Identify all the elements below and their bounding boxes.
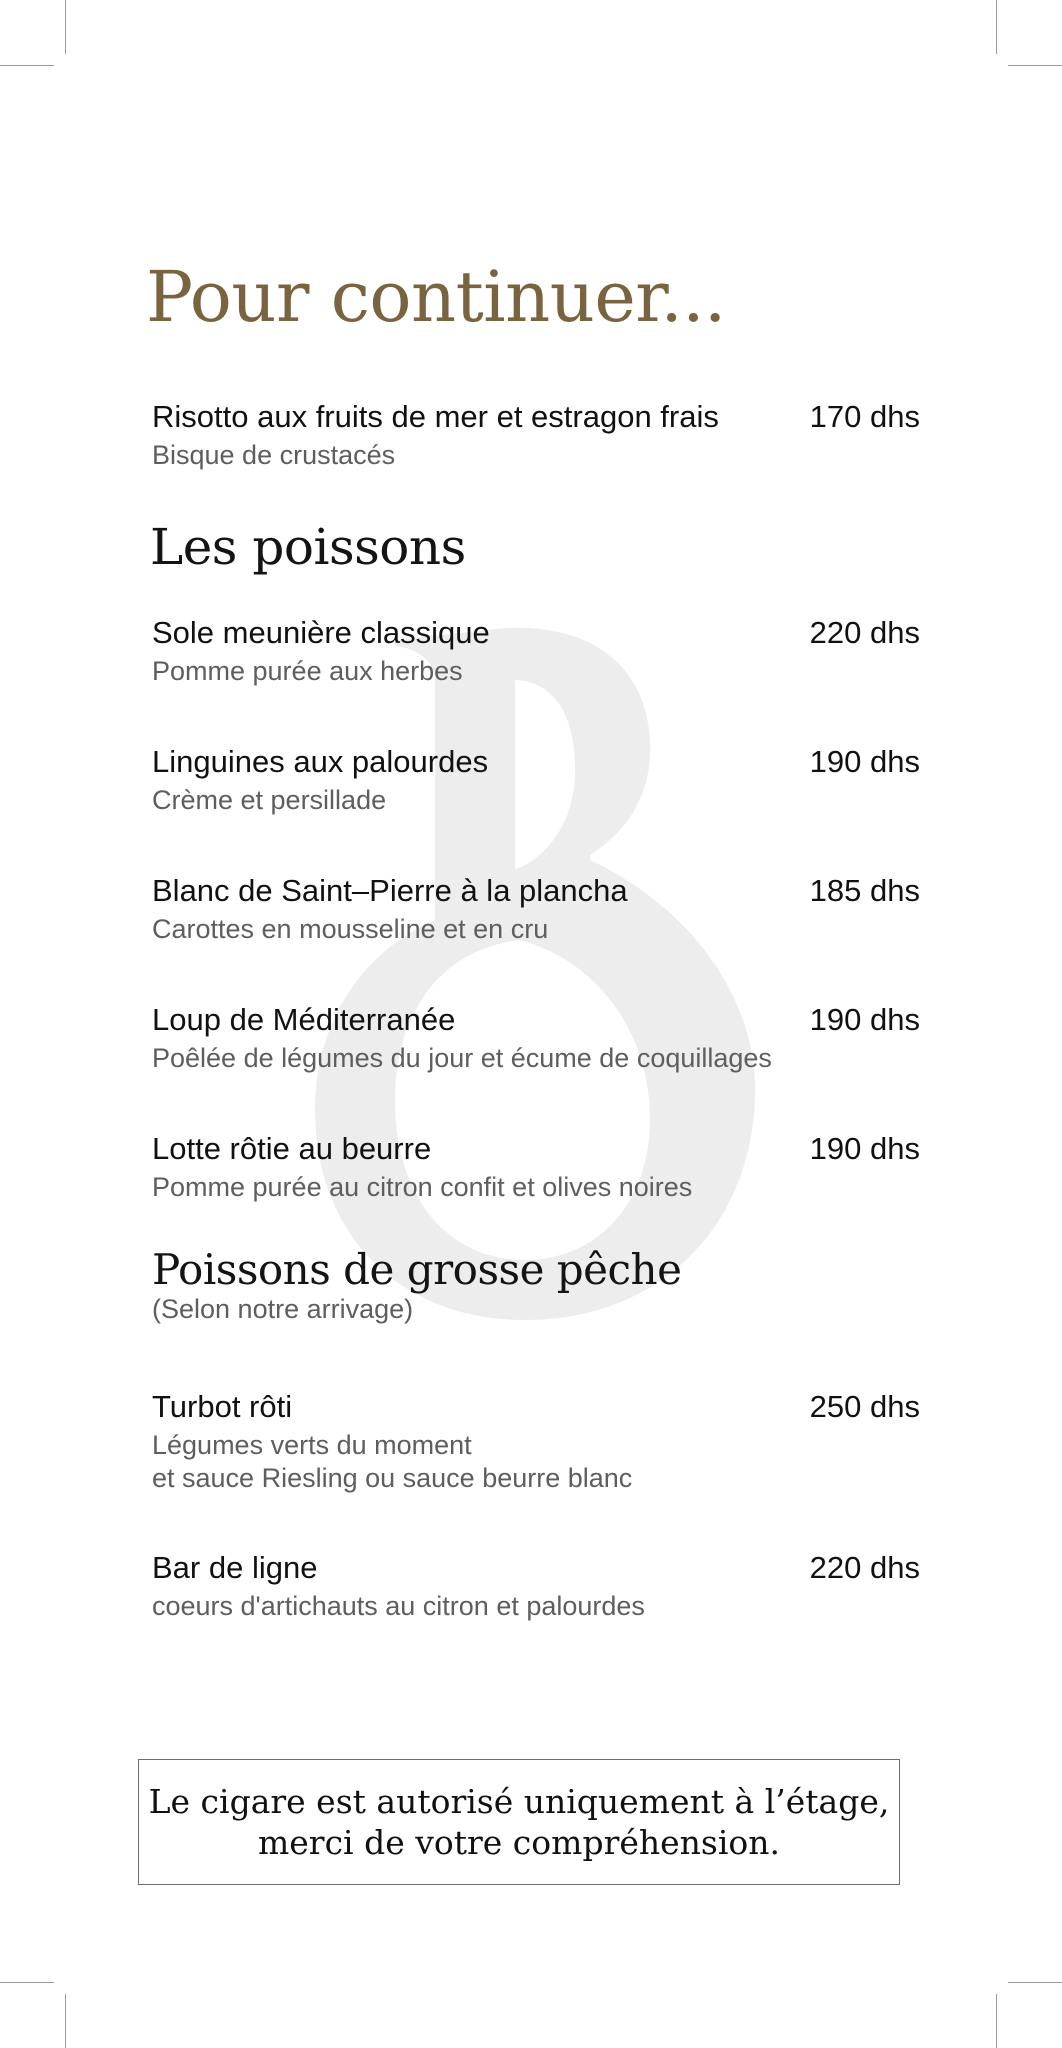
item-description: Crème et persillade	[152, 785, 387, 815]
notice-line: merci de votre compréhension.	[257, 1823, 781, 1862]
section-subtitle: (Selon notre arrivage)	[152, 1294, 414, 1324]
item-name: Loup de Méditerranée	[152, 1002, 456, 1037]
notice-line: Le cigare est autorisé uniquement à l’étage,	[148, 1782, 890, 1821]
item-price: 190 dhs	[809, 1002, 920, 1037]
item-price: 190 dhs	[809, 744, 920, 779]
smoking-notice-box	[138, 1759, 900, 1885]
section-title-fish: Les poissons	[150, 518, 466, 576]
item-description-line: Légumes verts du moment	[152, 1430, 472, 1460]
item-name: Blanc de Saint–Pierre à la plancha	[152, 873, 628, 908]
item-price: 250 dhs	[809, 1389, 920, 1424]
item-price: 185 dhs	[809, 873, 920, 908]
item-price: 170 dhs	[809, 399, 920, 434]
item-description: Bisque de crustacés	[152, 440, 396, 470]
item-name: Sole meunière classique	[152, 615, 490, 650]
item-description: coeurs d'artichauts au citron et palourdes	[152, 1591, 645, 1621]
item-description: Carottes en mousseline et en cru	[152, 914, 549, 944]
item-description-line: et sauce Riesling ou sauce beurre blanc	[152, 1463, 633, 1493]
item-name: Risotto aux fruits de mer et estragon frais	[152, 399, 719, 434]
item-description: Pomme purée aux herbes	[152, 656, 463, 686]
page-title: Pour continuer...	[146, 256, 726, 338]
item-name: Turbot rôti	[152, 1389, 293, 1424]
item-name: Bar de ligne	[152, 1550, 318, 1585]
item-description: Poêlée de légumes du jour et écume de coquillages	[152, 1043, 772, 1073]
item-name: Linguines aux palourdes	[152, 744, 489, 779]
item-name: Lotte rôtie au beurre	[152, 1131, 432, 1166]
item-price: 220 dhs	[809, 1550, 920, 1585]
item-price: 220 dhs	[809, 615, 920, 650]
item-description	[152, 1429, 632, 1495]
section-title-big-fish: Poissons de grosse pêche	[152, 1245, 682, 1294]
item-description: Pomme purée au citron confit et olives noires	[152, 1172, 693, 1202]
item-price: 190 dhs	[809, 1131, 920, 1166]
